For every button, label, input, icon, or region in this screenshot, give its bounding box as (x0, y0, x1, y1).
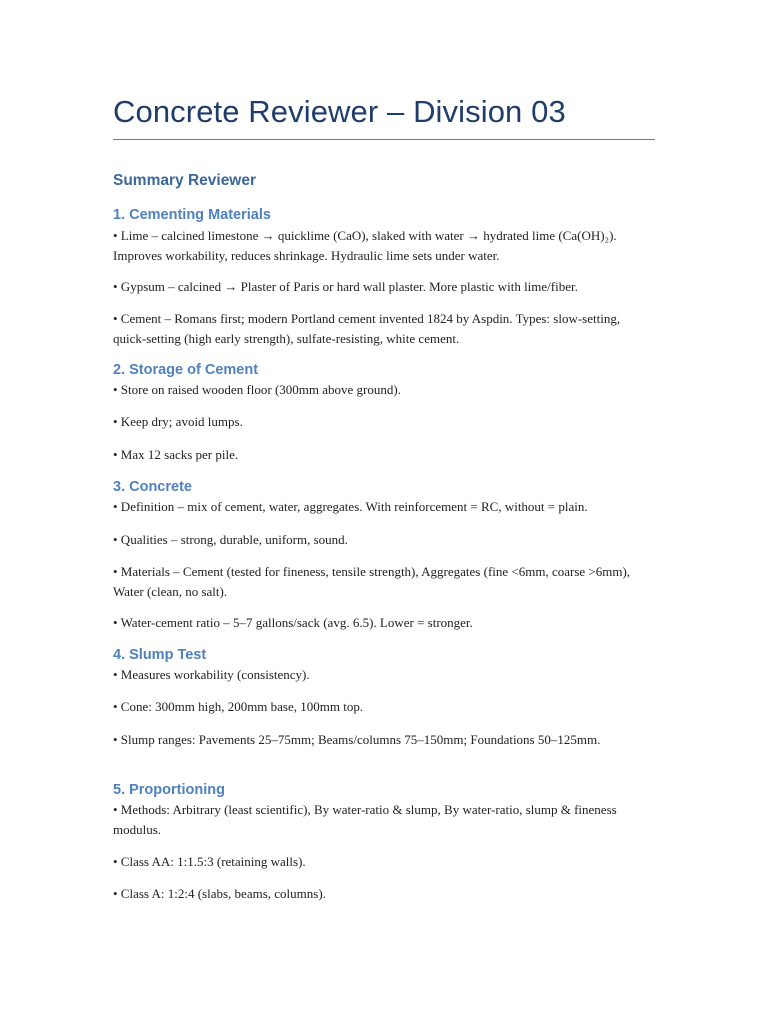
section-item: • Gypsum – calcined → Plaster of Paris or hard wall plaster. More plastic with lime/fiber. (113, 279, 578, 294)
section-item: • Slump ranges: Pavements 25–75mm; Beams/columns 75–150mm; Foundations 50–125mm. (113, 732, 601, 747)
section-heading-concrete: 3. Concrete (113, 479, 192, 495)
section-item: • Keep dry; avoid lumps. (113, 414, 243, 429)
section-heading-storage-of-cement: 2. Storage of Cement (113, 362, 259, 378)
section-item: • Methods: Arbitrary (least scientific), By water-ratio & slump, By water-ratio, slump & fineness modulus. (113, 802, 617, 837)
section-item: • Qualities – strong, durable, uniform, sound. (113, 532, 348, 547)
document-title: Concrete Reviewer – Division 03 (113, 94, 566, 129)
section-item: • Class AA: 1:1.5:3 (retaining walls). (113, 854, 306, 869)
section-item: • Definition – mix of cement, water, aggregates. With reinforcement = RC, without = plain. (113, 499, 588, 514)
section-item: • Class A: 1:2:4 (slabs, beams, columns). (113, 886, 326, 901)
section-item: • Water-cement ratio – 5–7 gallons/sack (avg. 6.5). Lower = stronger. (113, 615, 473, 630)
section-item: • Store on raised wooden floor (300mm above ground). (113, 382, 401, 397)
section-item: • Lime – calcined limestone → quicklime (CaO), slaked with water → hydrated lime (Ca(OH)₂). Improves workability, reduces shrinkage. Hydraulic lime sets under water. (113, 228, 617, 263)
section-item: • Measures workability (consistency). (113, 667, 310, 682)
section-item: • Cone: 300mm high, 200mm base, 100mm top. (113, 699, 364, 714)
section-item: • Materials – Cement (tested for fineness, tensile strength), Aggregates (fine <6mm, coarse >6mm), Water (clean, no salt). (113, 564, 631, 599)
section-heading-proportioning: 5. Proportioning (113, 782, 225, 798)
section-item: • Cement – Romans first; modern Portland cement invented 1824 by Aspdin. Types: slow-setting, quick-setting (high early strength), sulfate-resisting, white cement. (113, 311, 621, 346)
title-underline (113, 139, 655, 140)
section-heading-slump-test: 4. Slump Test (113, 647, 207, 663)
section-item: • Max 12 sacks per pile. (113, 447, 239, 462)
section-heading-cementing-materials: 1. Cementing Materials (113, 207, 271, 223)
summary-heading: Summary Reviewer (113, 172, 257, 189)
